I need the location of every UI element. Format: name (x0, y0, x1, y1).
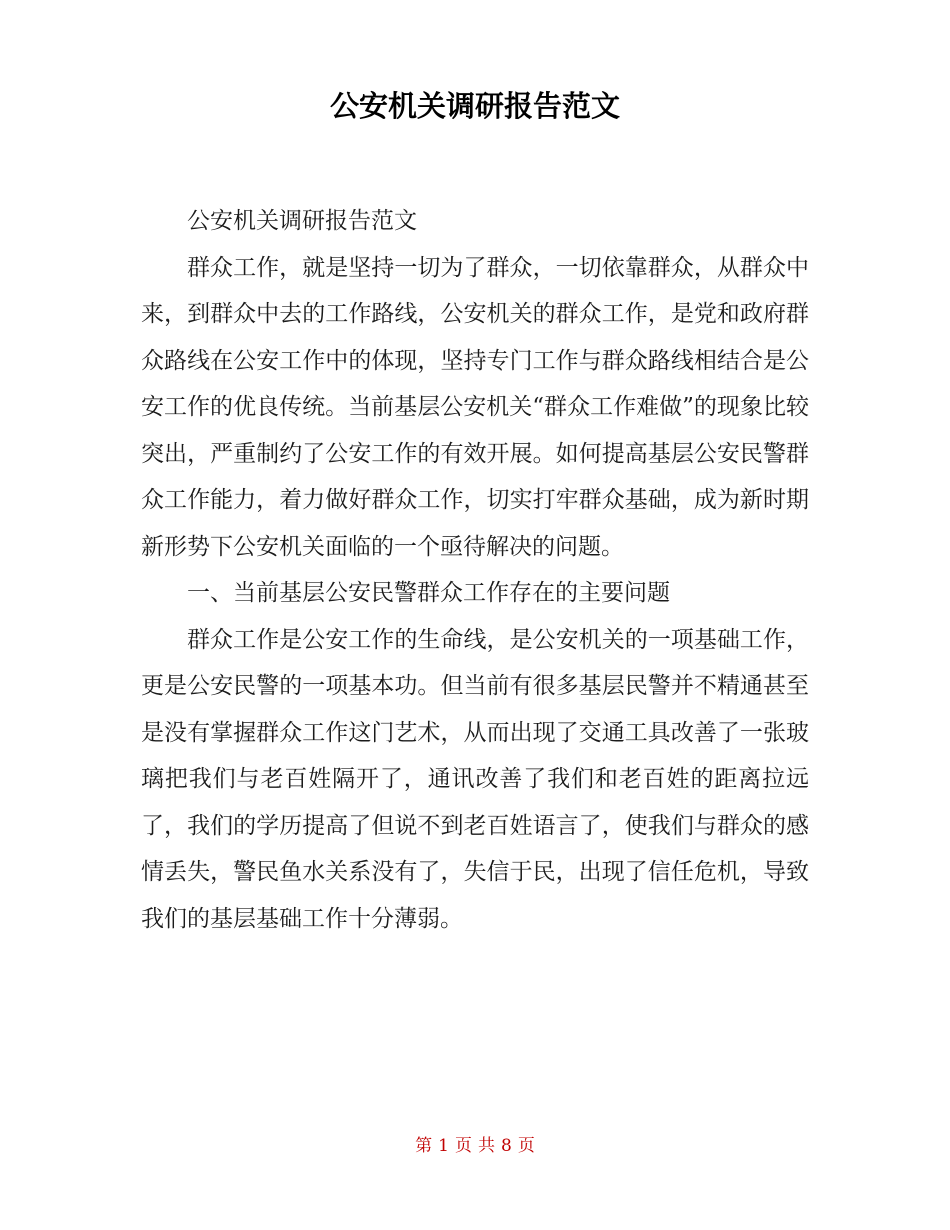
footer-current-page: 1 (438, 1136, 449, 1156)
paragraph-subtitle: 公安机关调研报告范文 (187, 208, 417, 234)
paragraph-intro: 群众工作，就是坚持一切为了群众，一切依靠群众，从群众中来，到群众中去的工作路线，公安机关的群众工作，是党和政府群众路线在公安工作中的体现，坚持专门工作与群众路线相结合是公安工作的优良传统。当前基层公安机关“群众工作难做”的现象比较突出，严重制约了公安工作的有效开展。如何提高基层公安民警群众工作能力，着力做好群众工作，切实打牢群众基础，成为新时期新形势下公安机关面临的一个亟待解决的问题。 (141, 254, 809, 560)
footer-label-page-unit: 页 (455, 1136, 472, 1156)
footer-label-page: 第 (415, 1136, 433, 1156)
paragraph-problems: 群众工作是公安工作的生命线，是公安机关的一项基础工作，更是公安民警的一项基本功。但当前有很多基层民警并不精通甚至是没有掌握群众工作这门艺术，从而出现了交通工具改善了一张玻璃把我们与老百姓隔开了，通讯改善了我们和老百姓的距离拉远了，我们的学历提高了但说不到老百姓语言了，使我们与群众的感情丢失，警民鱼水关系没有了，失信于民，出现了信任危机，导致我们的基层基础工作十分薄弱。 (141, 626, 809, 932)
footer-total-pages: 8 (501, 1136, 512, 1156)
footer-label-total-unit: 页 (517, 1136, 535, 1156)
document-body (141, 198, 809, 942)
footer-label-total: 共 (478, 1136, 495, 1156)
page-number-footer (0, 1134, 950, 1158)
document-title: 公安机关调研报告范文 (329, 89, 620, 123)
section-heading: 一、当前基层公安民警群众工作存在的主要问题 (187, 580, 670, 606)
